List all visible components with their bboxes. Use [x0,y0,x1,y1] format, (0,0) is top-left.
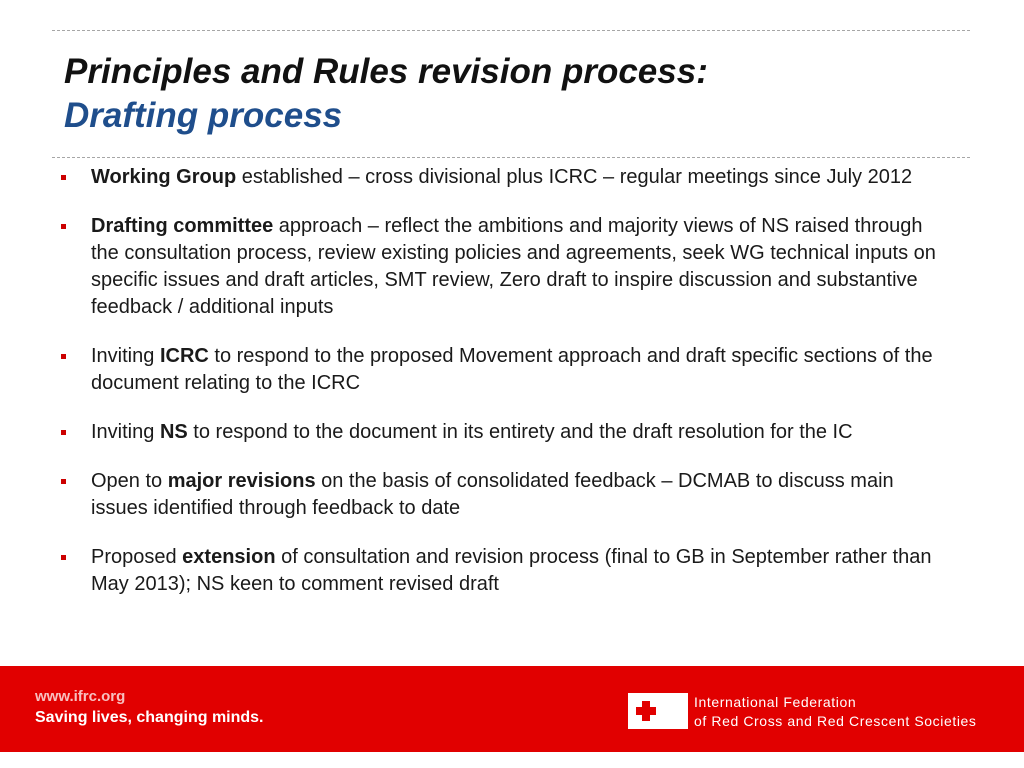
bullet-marker-icon [61,555,66,560]
org-name-line-1: International Federation [694,694,857,710]
bullet-item: Working Group established – cross divisional plus ICRC – regular meetings since July 2012 [60,164,940,191]
bullet-marker-icon [61,430,66,435]
footer-slogan: Saving lives, changing minds. [35,709,264,726]
bullet-marker-icon [61,224,66,229]
bottom-margin [0,752,1024,768]
slide-title [64,50,964,138]
title-divider [52,157,970,158]
bullet-marker-icon [61,354,66,359]
bullet-item: Drafting committee approach – reflect the ambitions and majority views of NS raised through the consultation process, review existing policies and agreements, seek WG technical inputs on specific issues and draft articles, SMT review, Zero draft to inspire discussion and substantive feedback / additional inputs [60,213,940,321]
footer-website-link[interactable]: www.ifrc.org [35,688,126,705]
organization-name [694,693,977,731]
bullet-item: Proposed extension of consultation and revision process (final to GB in September rather than May 2013); NS keen to comment revised draft [60,544,940,598]
bullet-item: Inviting ICRC to respond to the proposed Movement approach and draft specific sections of the document relating to the ICRC [60,343,940,397]
bullet-marker-icon [61,175,66,180]
bullet-item: Open to major revisions on the basis of consolidated feedback – DCMAB to discuss main issues identified through feedback to date [60,468,940,522]
top-divider [52,30,970,31]
bullet-item: Inviting NS to respond to the document in its entirety and the draft resolution for the IC [60,419,940,446]
org-name-line-2: of Red Cross and Red Crescent Societies [694,713,977,729]
bullet-list [60,164,940,620]
footer-band [0,666,1024,752]
title-line-1: Principles and Rules revision process: [64,52,708,91]
bullet-marker-icon [61,479,66,484]
title-line-2: Drafting process [64,96,343,135]
red-cross-red-crescent-logo-icon [628,693,688,729]
